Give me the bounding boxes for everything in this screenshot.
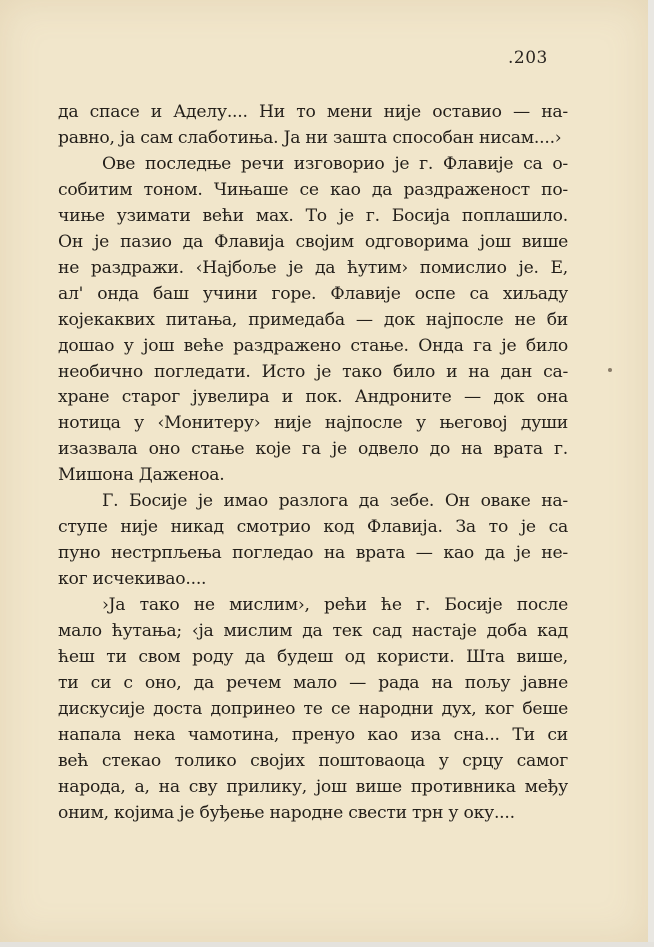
- text-line: ступе није никад смотрио код Флавија. За то је са: [58, 517, 568, 538]
- paragraph: [58, 152, 568, 489]
- text-line: пуно нестрпљења погледао на врата — као да је не-: [58, 543, 568, 564]
- text-line: ал' онда баш учини горе. Флавије оспе са хиљаду: [58, 283, 568, 304]
- text-line: дошао у још веће раздражено стање. Онда га је било: [58, 335, 568, 356]
- text-line: необично погледати. Исто је тако било и на дан са-: [58, 361, 568, 382]
- text-line: да спасе и Аделу.... Ни то мени није оставио — на-: [58, 102, 568, 122]
- text-line: Мишона Даженоа.: [58, 465, 225, 486]
- text-line: ког исчекивао....: [58, 569, 207, 590]
- text-line: дискусије доста допринео те се народни дух, ког беше: [58, 698, 568, 719]
- paragraph: [58, 489, 568, 593]
- text-line: Он је пазио да Флавија својим одговорима још више: [58, 231, 568, 252]
- text-line: ћеш ти свом роду да будеш од користи. Шта више,: [58, 647, 568, 668]
- text-line: којекаквих питања, примедаба — док најпосле не би: [58, 309, 568, 330]
- text-line: хране старог јувелира и пок. Андроните — док она: [58, 387, 568, 408]
- page-number: .203: [508, 48, 548, 68]
- text-line: мало ћутања; ‹ја мислим да тек сад настаје доба кад: [58, 621, 568, 642]
- text-line: собитим тоном. Чињаше се као да раздраженост по-: [58, 179, 568, 200]
- text-line: ›Ја тако не мислим›, рећи ће г. Босије после: [102, 595, 568, 616]
- text-line: нотица у ‹Монитеру› није најпосле у његовој души: [58, 413, 568, 434]
- text-line: народа, а, на сву прилику, још више противника међу: [58, 776, 568, 797]
- paragraph: [58, 100, 568, 152]
- text-line: ти си с оно, да речем мало — рада на пољу јавне: [58, 672, 568, 693]
- page-edge-bottom: [0, 942, 654, 947]
- page-edge-right: [648, 0, 654, 947]
- text-line: Г. Босије је имао разлога да зебе. Он оваке на-: [102, 491, 568, 512]
- text-line: напала нека чамотина, пренуо као иза сна... Ти си: [58, 724, 568, 745]
- text-line: изазвала оно стање које га је одвело до на врата г.: [58, 439, 568, 460]
- text-line: Ове последње речи изговорио је г. Флавије са о-: [102, 153, 568, 174]
- text-line: не раздражи. ‹Најбоље је да ћутим› помислио је. Е,: [58, 257, 568, 278]
- text-line: већ стекао толико својих поштоваоца у срцу самог: [58, 750, 568, 771]
- text-line: чиње узимати већи мах. То је г. Босија поплашило.: [58, 205, 568, 226]
- body-text: [58, 100, 568, 827]
- speck-mark: [608, 368, 612, 372]
- text-line: оним, којима је буђење народне свести трн у оку....: [58, 802, 515, 823]
- paragraph: [58, 593, 568, 827]
- text-line: равно, ја сам слаботиња. Ја ни зашта способан нисам....›: [58, 127, 562, 148]
